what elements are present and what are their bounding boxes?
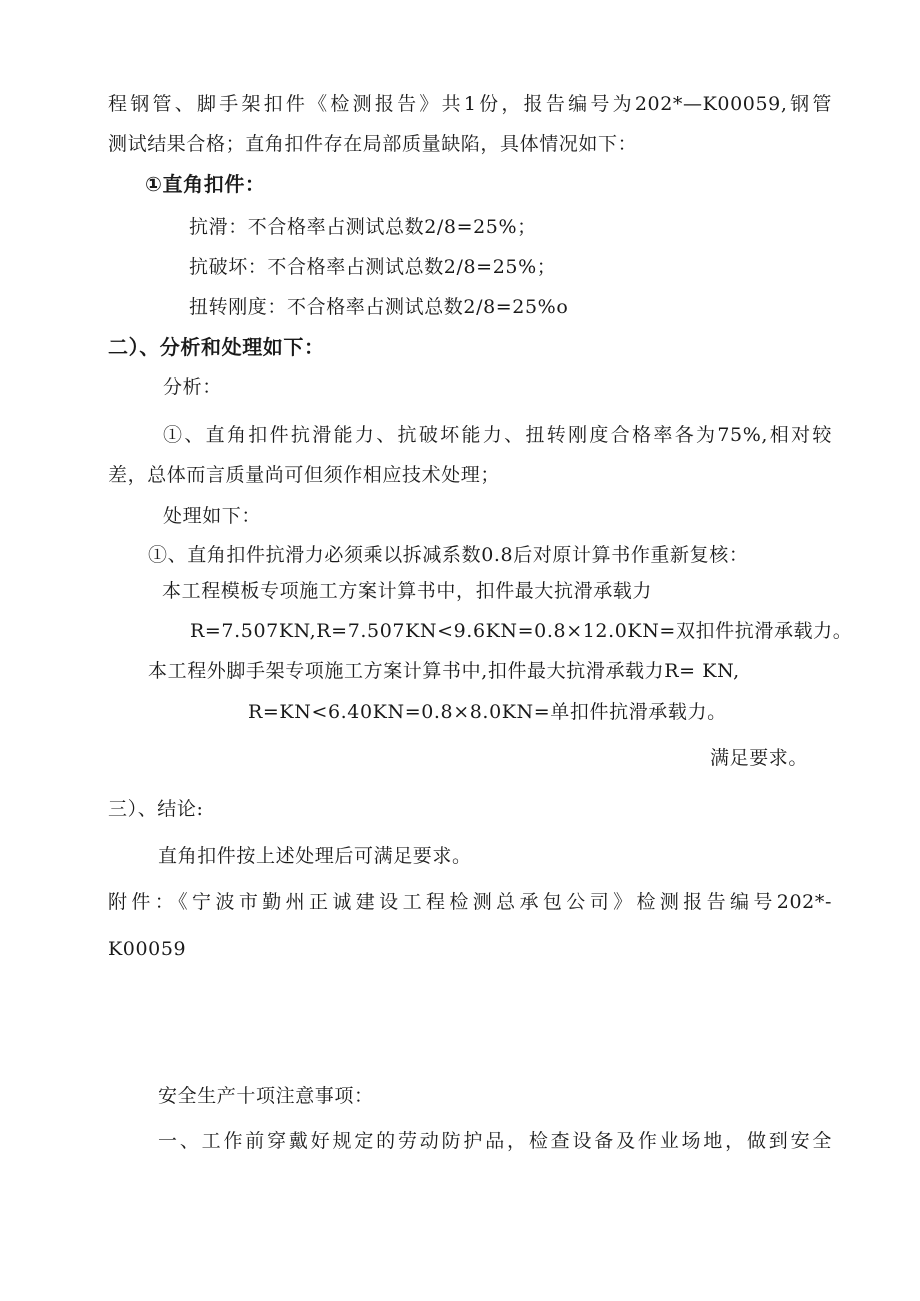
heading-right-angle-fastener: ①直角扣件：	[145, 172, 266, 196]
scaffold-line-1: 本工程外脚手架专项施工方案计算书中,扣件最大抗滑承载力R= KN,	[148, 660, 740, 682]
treatment-label: 处理如下：	[163, 505, 262, 527]
section-3-heading: 三）、结论:	[108, 798, 204, 820]
attachment-line-1: 附件：《宁波市勤州正诚建设工程检测总承包公司》检测报告编号202*-	[108, 891, 832, 913]
item-anti-slip: 抗滑：不合格率占测试总数2/8=25%；	[189, 216, 537, 238]
meets-requirement: 满足要求。	[710, 747, 809, 769]
safety-item-1: 一、工作前穿戴好规定的劳动防护品，检查设备及作业场地，做到安全	[158, 1130, 832, 1152]
paragraph-report-line-2: 测试结果合格；直角扣件存在局部质量缺陷，具体情况如下：	[108, 133, 638, 155]
conclusion-text: 直角扣件按上述处理后可满足要求。	[158, 845, 472, 867]
item-anti-break: 抗破坏：不合格率占测试总数2/8=25%；	[189, 256, 557, 278]
safety-title: 安全生产十项注意事项：	[158, 1085, 374, 1107]
section-2-heading: 二）、分析和处理如下：	[108, 335, 325, 359]
item-torsion-stiffness: 扭转刚度：不合格率占测试总数2/8=25%o	[189, 296, 569, 318]
formwork-line-1: 本工程模板专项施工方案计算书中，扣件最大抗滑承载力	[162, 580, 653, 602]
analysis-label: 分析：	[163, 376, 222, 398]
analysis-line-2: 差，总体而言质量尚可但须作相应技术处理；	[108, 464, 501, 486]
attachment-line-2: K00059	[108, 938, 187, 960]
formwork-line-2: R=7.507KN,R=7.507KN<9.6KN=0.8×12.0KN=双扣件抗滑承载力。	[190, 620, 853, 642]
paragraph-report-line-1: 程钢管、脚手架扣件《检测报告》共1份，报告编号为202*—K00059,钢管	[108, 93, 832, 115]
scaffold-line-2: R=KN<6.40KN=0.8×8.0KN=单扣件抗滑承载力。	[248, 701, 727, 723]
treatment-line-1: ①、直角扣件抗滑力必须乘以拆减系数0.8后对原计算书作重新复核：	[148, 544, 749, 566]
analysis-line-1: ①、直角扣件抗滑能力、抗破坏能力、扭转刚度合格率各为75%,相对较	[163, 424, 832, 446]
